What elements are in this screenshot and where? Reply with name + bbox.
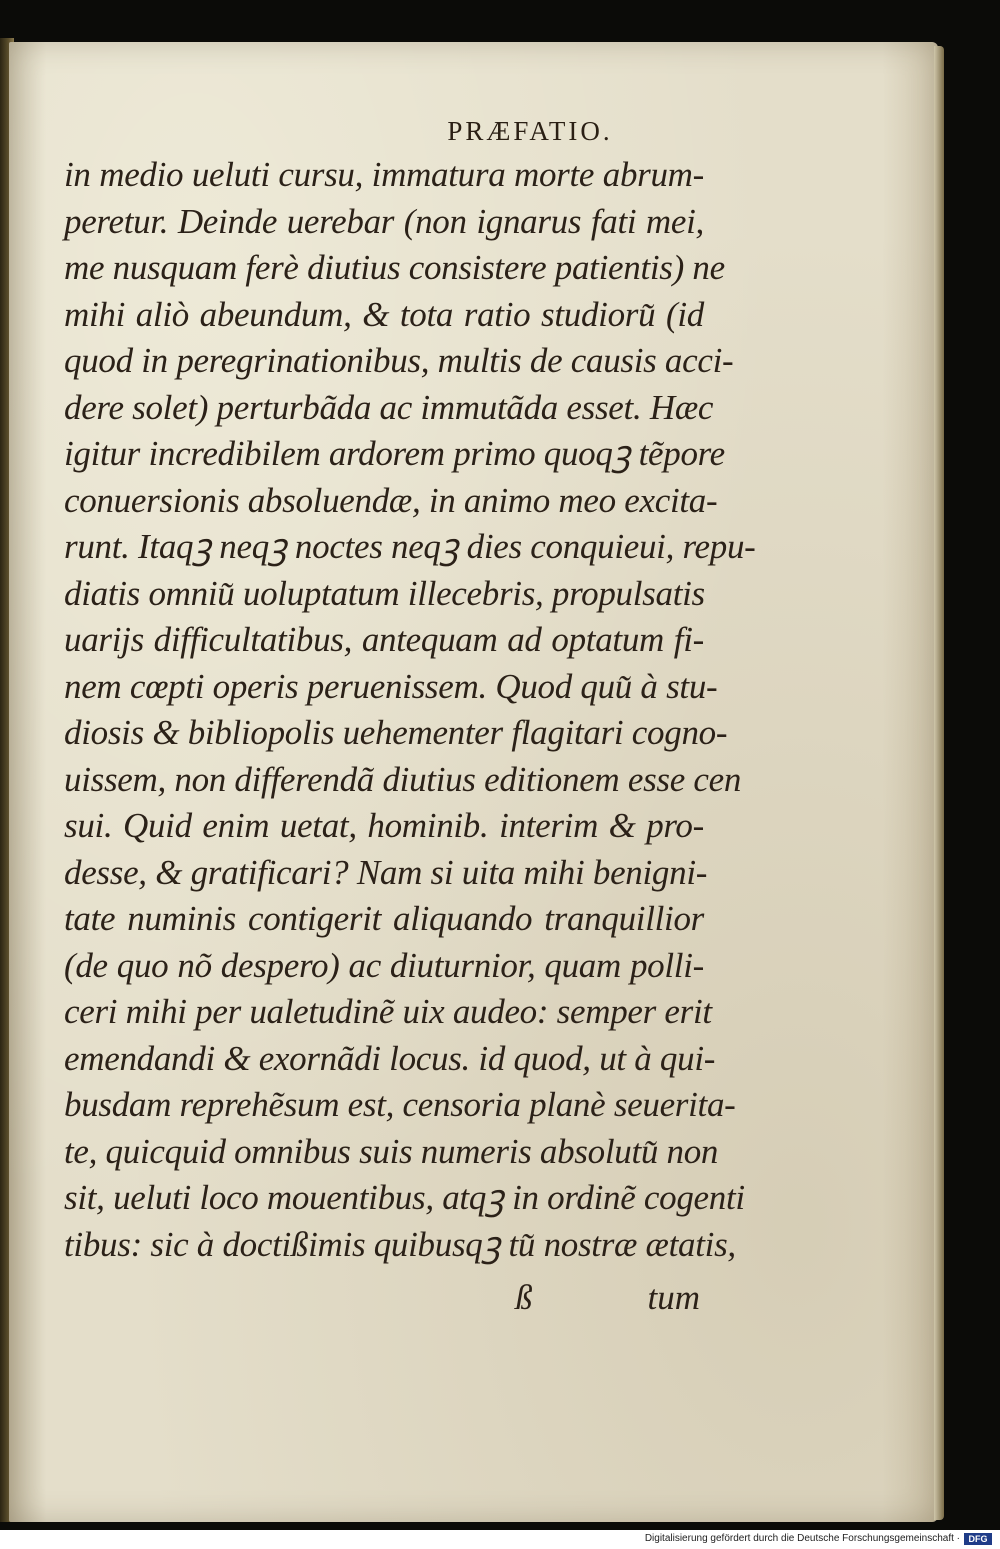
text-line: me nusquam ferè diutius consistere patientis) ne xyxy=(64,248,725,287)
signature-mark: ß xyxy=(515,1278,533,1317)
text-line: emendandi & exornãdi locus. id quod, ut à qui- xyxy=(64,1038,716,1078)
text-line: mihi aliò abeundum, & tota ratio studioru͂ (id xyxy=(64,294,704,334)
body-text xyxy=(64,152,756,1268)
text-line: in medio ueluti cursu, immatura morte abrum- xyxy=(64,155,704,194)
text-line: tate numinis contigerit aliquando tranquillior xyxy=(64,899,704,938)
text-line: nem cœpti operis peruenissem. Quod quu͂ à stu- xyxy=(64,666,718,706)
text-line: diatis omniu͂ uoluptatum illecebris, propulsatis xyxy=(64,573,705,613)
text-line: (de quo nõ despero) ac diuturnior, quam polli- xyxy=(64,945,704,985)
running-head: PRÆFATIO. xyxy=(447,116,613,146)
text-line: diosis & bibliopolis uehementer flagitari cogno- xyxy=(64,713,728,752)
text-line: uarijs difficultatibus, antequam ad optatum fi- xyxy=(64,620,704,659)
text-line: peretur. Deinde uerebar (non ignarus fati mei, xyxy=(64,201,704,241)
text-line: tibus: sic à doctißimis quibusqꝫ tu͂ nostræ ætatis, xyxy=(64,1224,736,1264)
text-line: busdam reprehẽsum est, censoria planè seuerita- xyxy=(64,1085,736,1124)
text-line: conuersionis absoluendæ, in animo meo excita- xyxy=(64,480,718,520)
dfg-logo: DFG xyxy=(964,1533,992,1545)
text-line: igitur incredibilem ardorem primo quoqꝫ tẽpore xyxy=(64,434,725,473)
footer-credit: Digitalisierung gefördert durch die Deutsche Forschungsgemeinschaft · xyxy=(644,1533,960,1544)
text-line: te, quicquid omnibus suis numeris absolutu͂ non xyxy=(64,1131,719,1171)
text-line: desse, & gratificari? Nam si uita mihi benigni- xyxy=(64,852,708,892)
text-line: uissem, non differendã diutius editionem esse cen xyxy=(64,759,742,799)
text-line: sui. Quid enim uetat, hominib. interim & pro- xyxy=(64,806,704,845)
catchword: tum xyxy=(647,1278,700,1317)
text-line: sit, ueluti loco mouentibus, atqꝫ in ordinẽ cogenti xyxy=(64,1178,745,1217)
text-line: dere solet) perturbãda ac immutãda esset. Hæc xyxy=(64,387,714,427)
page-fore-edge xyxy=(934,46,944,1520)
text-line: ceri mihi per ualetudinẽ uix audeo: semper erit xyxy=(64,992,712,1031)
text-line: runt. Itaqꝫ neqꝫ noctes neqꝫ dies conquieui, repu- xyxy=(64,527,756,566)
text-line: quod in peregrinationibus, multis de causis acci- xyxy=(64,341,734,380)
